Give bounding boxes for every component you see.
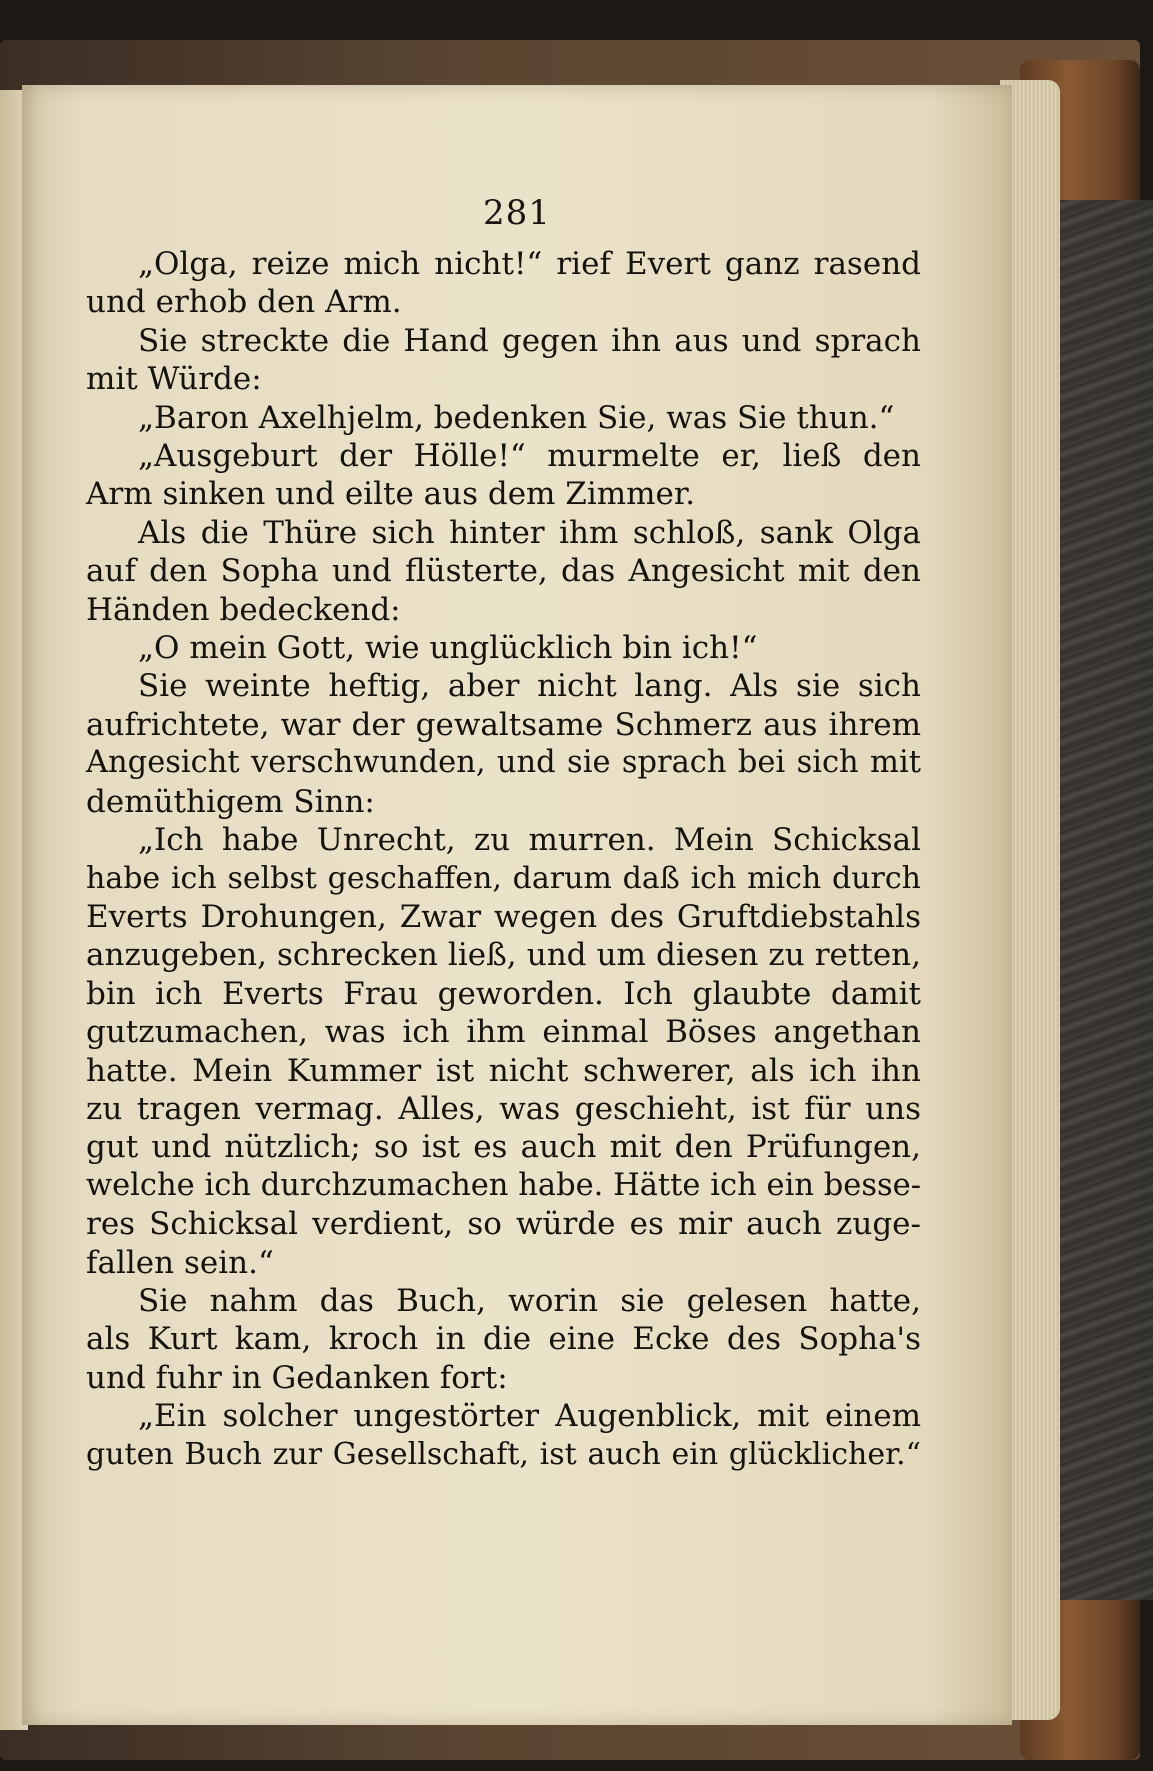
text-line: auf den Sopha und flüsterte, das Angesicht mit den	[86, 553, 921, 590]
text-line: Als die Thüre sich hinter ihm schloß, sank Olga	[138, 514, 921, 551]
text-line: hatte. Mein Kummer ist nicht schwerer, als ich ihn	[86, 1052, 921, 1089]
text-line: Everts Drohungen, Zwar wegen des Gruftdiebstahls	[86, 898, 921, 935]
text-line: fallen sein.“	[86, 1244, 274, 1281]
text-line: gutzumachen, was ich ihm einmal Böses angethan	[86, 1014, 921, 1051]
text-line: gut und nützlich; so ist es auch mit den Prüfungen,	[86, 1129, 921, 1166]
text-line: „Baron Axelhjelm, bedenken Sie, was Sie thun.“	[138, 399, 895, 436]
page-number: 281	[483, 193, 551, 233]
text-line: zu tragen vermag. Alles, was geschieht, ist für uns	[86, 1090, 921, 1127]
text-line: „Olga, reize mich nicht!“ rief Evert ganz rasend	[138, 246, 921, 282]
text-line: Sie weinte heftig, aber nicht lang. Als sie sich	[138, 668, 921, 705]
text-line: als Kurt kam, kroch in die eine Ecke des Sopha's	[86, 1321, 921, 1358]
text-line: habe ich selbst geschaffen, darum daß ich mich durch	[86, 860, 921, 896]
text-line: Händen bedeckend:	[86, 591, 401, 628]
text-line: „Ausgeburt der Hölle!“ murmelte er, ließ den	[138, 438, 921, 475]
text-line: aufrichtete, war der gewaltsame Schmerz aus ihrem	[86, 706, 921, 743]
cover-cloth	[1060, 200, 1153, 1600]
text-line: „O mein Gott, wie unglücklich bin ich!“	[138, 630, 758, 667]
text-line: und erhob den Arm.	[86, 284, 402, 321]
text-line: Sie streckte die Hand gegen ihn aus und sprach	[138, 322, 921, 359]
text-line: mit Würde:	[86, 361, 262, 398]
text-line: demüthigem Sinn:	[86, 783, 375, 820]
text-line: Angesicht verschwunden, und sie sprach bei sich mit	[86, 745, 921, 781]
text-line: res Schicksal verdient, so würde es mir auch zuge-	[86, 1206, 921, 1243]
text-line: anzugeben, schrecken ließ, und um diesen zu retten,	[86, 937, 921, 974]
text-line: „Ein solcher ungestörter Augenblick, mit einem	[138, 1398, 921, 1435]
page-text	[86, 245, 921, 1474]
text-line: welche ich durchzumachen habe. Hätte ich ein besse-	[86, 1167, 921, 1203]
text-line: Sie nahm das Buch, worin sie gelesen hatte,	[138, 1282, 921, 1319]
text-line: und fuhr in Gedanken fort:	[86, 1359, 508, 1396]
text-line: „Ich habe Unrecht, zu murren. Mein Schicksal	[138, 822, 921, 859]
book-page	[22, 85, 1012, 1725]
text-line: Arm sinken und eilte aus dem Zimmer.	[86, 476, 696, 513]
text-line: bin ich Everts Frau geworden. Ich glaubte damit	[86, 975, 921, 1012]
text-line: guten Buch zur Gesellschaft, ist auch ein glücklicher.“	[86, 1436, 921, 1472]
